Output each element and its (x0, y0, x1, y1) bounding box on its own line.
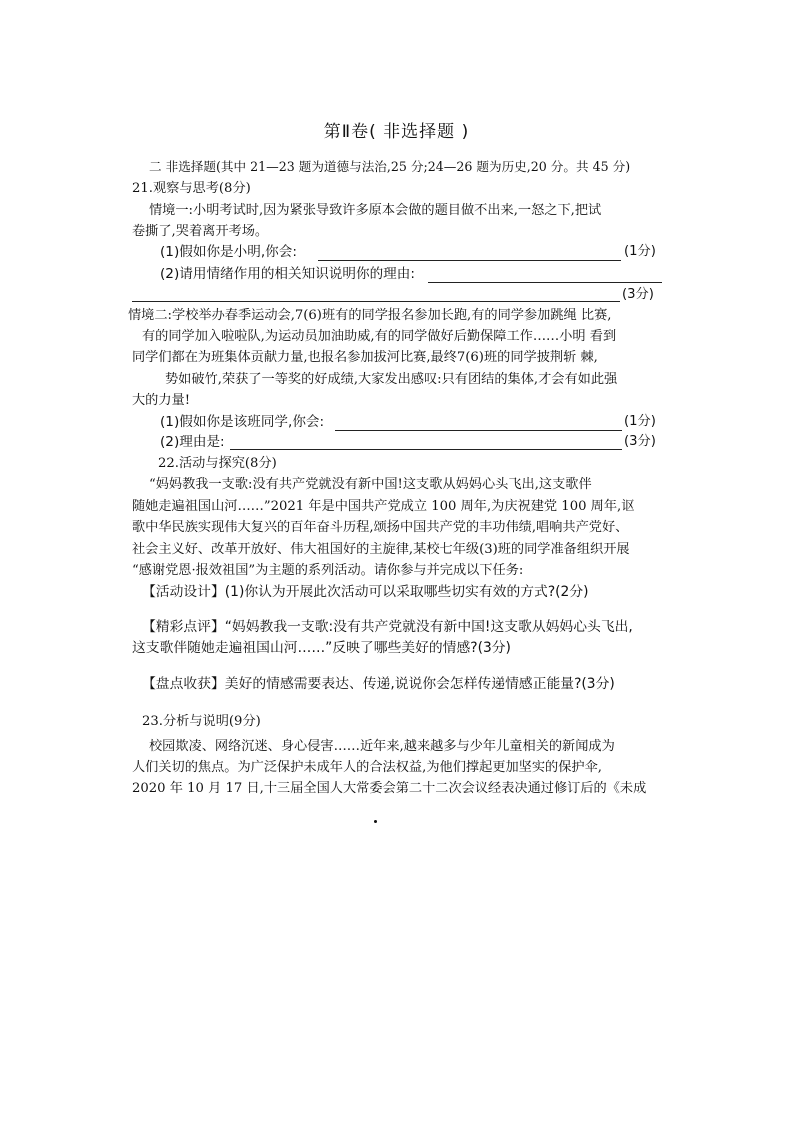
q21-s2-q2-score: (3分) (624, 434, 656, 449)
q21-s2-answer1-line[interactable] (335, 430, 622, 431)
q21-s1-answer2-line1[interactable] (428, 282, 662, 283)
q22-para-line4: 社会主义好、改革开放好、伟大祖国好的主旋律,某校七年级(3)班的同学准备组织开展 (132, 542, 630, 557)
q21-scenario2-line1: 情境二:学校举办春季运动会,7(6)班有的同学报名参加长跑,有的同学参加跳绳 比赛, (128, 308, 612, 323)
q23-heading: 23.分析与说明(9分) (142, 714, 261, 729)
q21-scenario2-line3: 同学们都在为班集体贡献力量,也报名参加拔河比赛,最终7(6)班的同学披荆斩 棘, (132, 350, 598, 365)
q23-para-line1: 校园欺凌、网络沉迷、身心侵害……近年来,越来越多与少年儿童相关的新闻成为 (149, 739, 615, 754)
q22-para-line3: 歌中华民族实现伟大复兴的百年奋斗历程,颂扬中国共产党的丰功伟绩,唱响共产党好、 (132, 520, 629, 535)
section-heading: 二 非选择题(其中 21—23 题为道德与法治,25 分;24—26 题为历史,20 分。共 45 分) (149, 159, 631, 174)
q21-scenario2-line2: 有的同学加入啦啦队,为运动员加油助威,有的同学做好后勤保障工作……小明 看到 (142, 329, 617, 344)
q23-para-line2: 人们关切的焦点。为广泛保护未成年人的合法权益,为他们撑起更加坚实的保护伞, (132, 760, 602, 775)
q22-para-line5: “感谢党恩·报效祖国”为主题的系列活动。请你参与并完成以下任务: (132, 563, 524, 578)
q21-s2-q1-score: (1分) (624, 414, 656, 429)
q22-task-harvest: 【盘点收获】美好的情感需要表达、传递,说说你会怎样传递情感正能量?(3分) (142, 676, 615, 692)
q21-s1-answer2-line2[interactable] (132, 301, 620, 302)
q21-s1-answer1-line[interactable] (318, 260, 621, 261)
q22-task-review-line2: 这支歌伴随她走遍祖国山河……”反映了哪些美好的情感?(3分) (132, 640, 511, 656)
page-dot (374, 820, 377, 823)
q21-scenario2-line5: 大的力量! (132, 393, 191, 408)
q21-scenario1-line1: 情境一:小明考试时,因为紧张导致许多原本会做的题目做不出来,一怒之下,把试 (149, 203, 602, 218)
q23-para-line3: 2020 年 10 月 17 日,十三届全国人大常委会第二十二次会议经表决通过修订后的《未成 (132, 781, 647, 796)
q21-heading: 21.观察与思考(8分) (132, 181, 251, 196)
q21-s1-question1: (1)假如你是小明,你会: (160, 244, 297, 260)
q22-task-review-line1: 【精彩点评】“妈妈教我一支歌:没有共产党就没有新中国!这支歌从妈妈心头飞出, (142, 619, 633, 635)
q21-s1-question2: (2)请用情绪作用的相关知识说明你的理由: (160, 266, 415, 282)
q21-s2-answer2-line[interactable] (230, 449, 622, 450)
q22-para-line2: 随她走遍祖国山河……”2021 年是中国共产党成立 100 周年,为庆祝建党 100 周年,讴 (132, 499, 635, 514)
q22-para-line1: “妈妈教我一支歌:没有共产党就没有新中国!这支歌从妈妈心头飞出,这支歌伴 (149, 477, 592, 492)
q22-heading: 22.活动与探究(8分) (158, 456, 277, 471)
q21-s2-question2: (2)理由是: (160, 434, 225, 450)
q21-s2-question1: (1)假如你是该班同学,你会: (160, 414, 325, 430)
q21-s1-q2-score: (3分) (622, 287, 654, 302)
page-title: 第Ⅱ卷( 非选择题 ) (323, 122, 470, 142)
q21-s1-q1-score: (1分) (624, 244, 656, 259)
q21-scenario1-line2: 卷撕了,哭着离开考场。 (132, 224, 269, 239)
q21-scenario2-line4: 势如破竹,荣获了一等奖的好成绩,大家发出感叹:只有团结的集体,才会有如此强 (165, 372, 618, 387)
q22-task-design: 【活动设计】(1)你认为开展此次活动可以采取哪些切实有效的方式?(2分) (142, 584, 589, 600)
